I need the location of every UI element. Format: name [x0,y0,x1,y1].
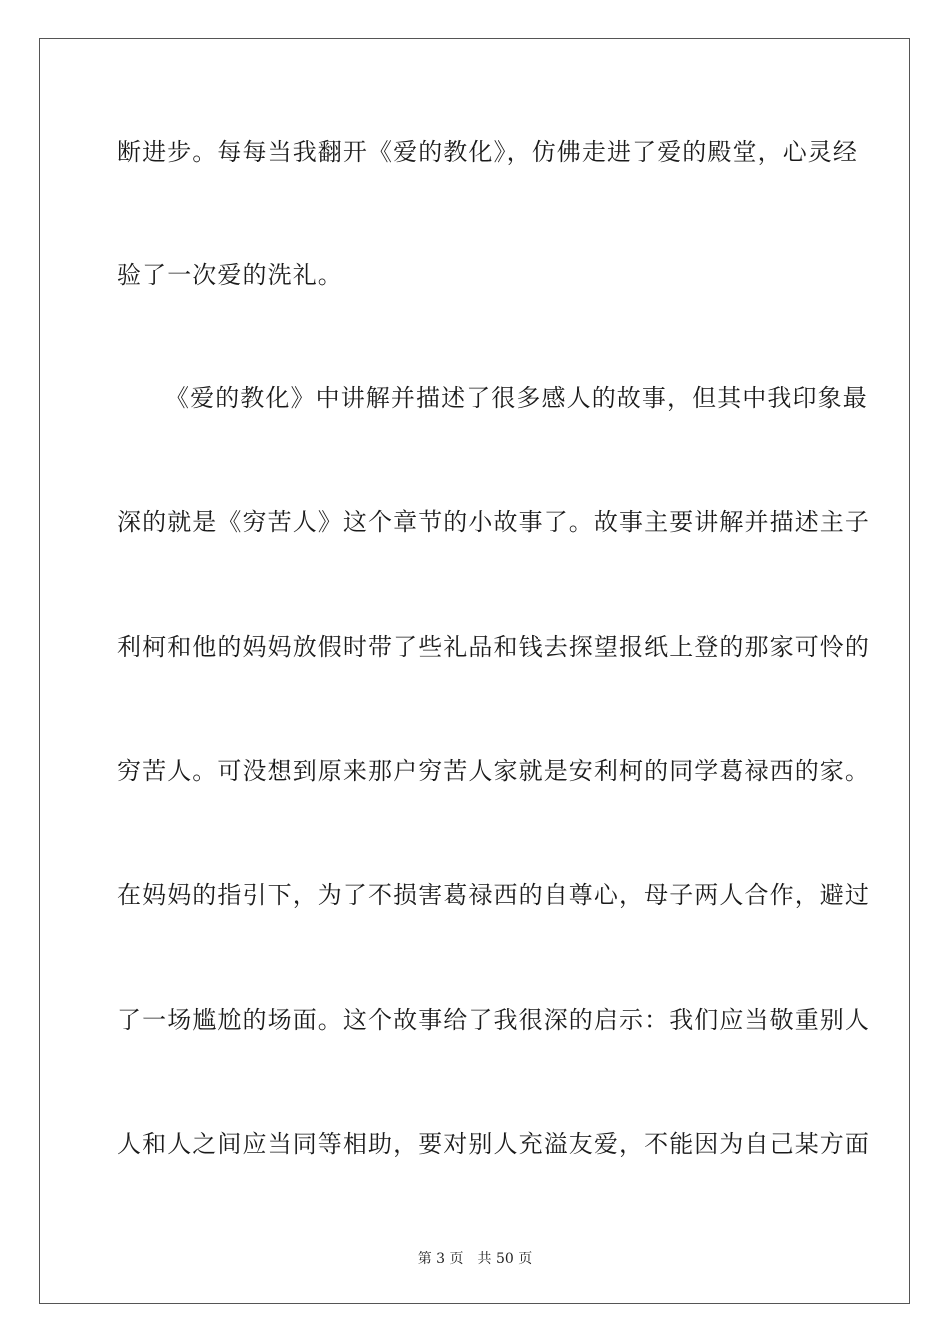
body-text-line: 利柯和他的妈妈放假时带了些礼品和钱去探望报纸上登的那家可怜的 [117,633,870,661]
page-footer [0,1248,950,1268]
page-number: 第 3 页 [417,1251,464,1267]
page-total: 共 50 页 [477,1251,533,1267]
body-text-line: 验了一次爱的洗礼。 [117,261,343,289]
paragraph-start-line: 《爱的教化》中讲解并描述了很多感人的故事，但其中我印象最 [165,384,868,412]
body-text-line: 断进步。每每当我翻开《爱的教化》，仿佛走进了爱的殿堂，心灵经 [117,138,858,166]
body-text-line: 穷苦人。可没想到原来那户穷苦人家就是安利柯的同学葛禄西的家。 [117,757,870,785]
body-text-line: 人和人之间应当同等相助，要对别人充溢友爱，不能因为自己某方面 [117,1130,870,1158]
page-frame [39,38,910,1304]
body-text-line: 深的就是《穷苦人》这个章节的小故事了。故事主要讲解并描述主子 [117,508,870,536]
body-text-line: 了一场尴尬的场面。这个故事给了我很深的启示：我们应当敬重别人 [117,1006,870,1034]
body-text-line: 在妈妈的指引下，为了不损害葛禄西的自尊心，母子两人合作，避过 [117,881,870,909]
